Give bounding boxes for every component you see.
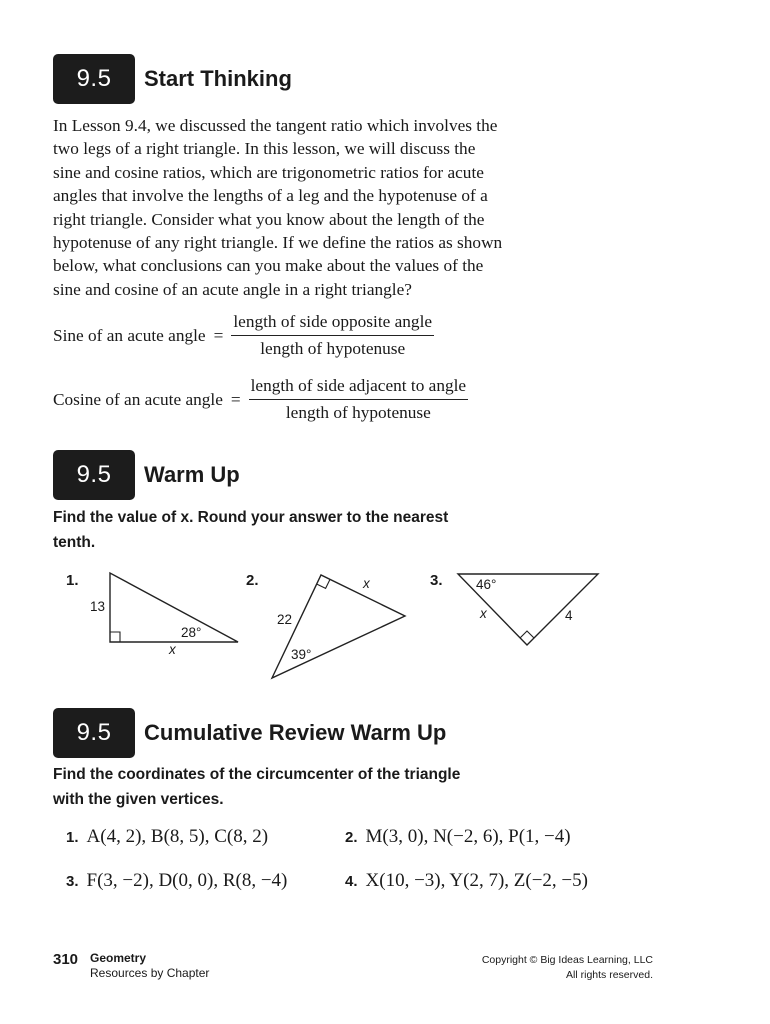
footer-book-info bbox=[90, 951, 209, 981]
instruction-line: Find the value of x. Round your answer to the nearest bbox=[53, 509, 449, 526]
paragraph-line: sine and cosine ratios, which are trigonometric ratios for acute bbox=[53, 162, 484, 182]
cosine-numerator: length of side adjacent to angle bbox=[249, 376, 468, 400]
triangle-1 bbox=[110, 573, 238, 642]
problem-number: 3. bbox=[430, 572, 443, 589]
copyright-text: Copyright © Big Ideas Learning, LLC bbox=[481, 954, 653, 966]
right-angle-marker bbox=[110, 632, 120, 642]
cumulative-problem bbox=[66, 870, 287, 892]
problem-text: X(10, −3), Y(2, 7), Z(−2, −5) bbox=[365, 870, 588, 891]
angle-label: 39° bbox=[291, 647, 312, 662]
paragraph-line: hypotenuse of any right triangle. If we define the ratios as shown bbox=[53, 233, 503, 253]
paragraph-line: angles that involve the lengths of a leg and the hypotenuse of a bbox=[53, 186, 488, 206]
right-angle-marker bbox=[520, 631, 534, 638]
cumulative-problem bbox=[66, 826, 268, 848]
instruction-line: Find the coordinates of the circumcenter of the triangle bbox=[53, 766, 461, 783]
section-number: 9.5 bbox=[76, 461, 112, 488]
problem-number: 1. bbox=[66, 572, 79, 589]
paragraph-line: In Lesson 9.4, we discussed the tangent ratio which involves the bbox=[53, 116, 498, 135]
cosine-denominator: length of hypotenuse bbox=[285, 403, 431, 422]
instruction-line: tenth. bbox=[53, 534, 96, 551]
page-number: 310 bbox=[53, 951, 79, 968]
instruction-line: with the given vertices. bbox=[53, 791, 224, 808]
paragraph-line: two legs of a right triangle. In this lesson, we will discuss the bbox=[53, 139, 476, 159]
section-title-cumulative-review: Cumulative Review Warm Up bbox=[144, 720, 447, 745]
side-label: 13 bbox=[90, 599, 106, 614]
section-number-badge bbox=[53, 708, 135, 758]
paragraph-line: right triangle. Consider what you know about the length of the bbox=[53, 209, 485, 229]
problem-number: 4. bbox=[345, 873, 358, 890]
section-title-warm-up: Warm Up bbox=[144, 462, 240, 487]
unknown-label: x bbox=[480, 606, 487, 621]
book-title: Geometry bbox=[90, 951, 147, 965]
sine-numerator: length of side opposite angle bbox=[231, 312, 434, 336]
triangle-1-shape bbox=[110, 573, 238, 642]
footer-copyright bbox=[482, 953, 653, 983]
section-title-start-thinking: Start Thinking bbox=[144, 66, 292, 91]
cumulative-problem bbox=[345, 870, 588, 892]
paragraph-line: sine and cosine of an acute angle in a right triangle? bbox=[53, 279, 412, 299]
book-subtitle: Resources by Chapter bbox=[90, 966, 210, 980]
rights-text: All rights reserved. bbox=[566, 969, 653, 981]
paragraph-line: below, what conclusions can you make about the values of the bbox=[53, 256, 484, 276]
problem-number: 3. bbox=[66, 873, 79, 890]
unknown-label: x bbox=[169, 642, 176, 657]
problem-text: A(4, 2), B(8, 5), C(8, 2) bbox=[86, 826, 269, 847]
angle-label: 28° bbox=[181, 625, 202, 640]
side-label: 22 bbox=[277, 612, 293, 627]
problem-text: M(3, 0), N(−2, 6), P(1, −4) bbox=[365, 826, 571, 847]
sine-lhs: Sine of an acute angle bbox=[53, 325, 206, 345]
sine-denominator: length of hypotenuse bbox=[260, 339, 406, 358]
angle-label: 46° bbox=[476, 577, 497, 592]
cumulative-problem bbox=[345, 826, 571, 848]
problem-text: F(3, −2), D(0, 0), R(8, −4) bbox=[86, 870, 288, 891]
section-number: 9.5 bbox=[76, 65, 112, 92]
equals-sign: = bbox=[213, 325, 224, 345]
cosine-lhs: Cosine of an acute angle bbox=[53, 389, 223, 409]
section-number: 9.5 bbox=[76, 719, 112, 746]
cumulative-instruction bbox=[53, 762, 460, 812]
problem-number: 1. bbox=[66, 829, 79, 846]
problem-number: 2. bbox=[345, 829, 358, 846]
problem-number: 2. bbox=[246, 572, 259, 589]
equals-sign: = bbox=[230, 389, 241, 409]
unknown-label: x bbox=[363, 576, 370, 591]
side-label: 4 bbox=[565, 608, 573, 623]
